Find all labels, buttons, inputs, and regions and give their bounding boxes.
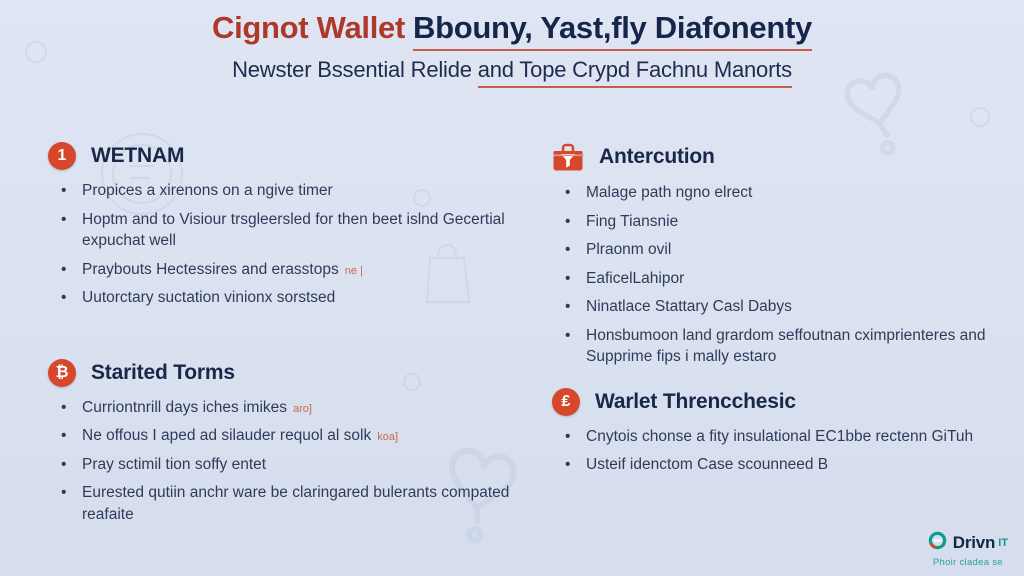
pound-coin-badge-icon: ₤	[552, 388, 580, 416]
bullet-text: Plraonm ovil	[586, 241, 672, 259]
bullet-item	[60, 397, 522, 419]
page-title-main: Bbouny, Yast,fly Diafonenty	[413, 10, 812, 51]
bullet-list	[552, 426, 1014, 476]
bullet-item	[60, 287, 522, 309]
right-column	[552, 142, 1014, 483]
bitcoin-badge-icon: ₿	[48, 359, 76, 387]
brand-logo-row	[928, 531, 1008, 555]
bullet-text: EaficelLahipor	[586, 269, 685, 287]
section-header	[552, 388, 1014, 416]
section-header	[48, 359, 526, 387]
bullet-text: Malage path ngno elrect	[586, 184, 753, 201]
bullet-item	[60, 209, 522, 252]
number-1-badge-icon: 1	[48, 142, 76, 170]
bullet-item	[564, 454, 1014, 476]
bullet-text: Propices a xirenons on a ngive timer	[82, 182, 333, 199]
bullet-item	[564, 325, 1014, 368]
page-subtitle-plain: Newster Bssential Relide	[232, 57, 478, 82]
section-title: Starited Torms	[91, 360, 235, 384]
section-title: Antercution	[599, 145, 715, 168]
bullet-text: Usteif idenctom Case scounneed B	[586, 456, 829, 474]
section-header	[48, 142, 526, 170]
bullet-text: Ne offous I aped ad silauder requol al solk	[82, 427, 372, 445]
brand-name: Drivn	[952, 533, 996, 552]
section-wetnam	[48, 142, 526, 309]
bullet-item	[564, 426, 1014, 448]
bullet-tag: ne |	[344, 264, 363, 277]
bullet-text: Uutorctary suctation vinionx sorstsed	[82, 289, 336, 307]
bullet-list	[48, 397, 526, 526]
page-subtitle	[0, 57, 1024, 83]
bullet-text: Pray sctimil tion soffy entet	[82, 455, 267, 473]
section-starited-torms	[48, 359, 526, 526]
bullet-text: Cnytois chonse a fity insulational EC1bbe rectenn GiTuh	[586, 427, 974, 445]
bullet-item	[60, 425, 522, 447]
section-header	[552, 142, 1014, 172]
section-title: Warlet Threncchesic	[595, 389, 796, 413]
bullet-item	[60, 259, 522, 281]
bullet-list	[48, 180, 526, 309]
section-warlet-threncchesic	[552, 388, 1014, 476]
bullet-list	[552, 182, 1014, 368]
left-column	[48, 142, 526, 532]
brand-suffix: IT	[998, 537, 1008, 549]
bullet-item	[564, 268, 1014, 290]
bullet-text: Hoptm and to Visiour trsgleersled for then beet islnd Gecertial expuchat well	[82, 210, 505, 250]
page-header	[0, 10, 1024, 83]
bullet-item	[564, 211, 1014, 233]
page-title-brand: Cignot Wallet	[212, 10, 405, 45]
bullet-text: Fing Tiansnie	[586, 212, 679, 230]
section-antercution	[552, 142, 1014, 368]
bullet-tag: aro]	[293, 402, 312, 415]
page-subtitle-underlined: and Tope Crypd Fachnu Manorts	[478, 57, 792, 88]
bullet-item	[60, 454, 522, 476]
bullet-text: Praybouts Hectessires and erasstops	[82, 260, 339, 278]
bullet-text: Curriontnrill days iches imikes	[82, 398, 288, 416]
brand-logo-icon	[928, 531, 947, 555]
bullet-item	[60, 482, 522, 525]
bullet-text: Eurested qutiin anchr ware be claringared bulerants compated reafaite	[82, 484, 510, 523]
bullet-item	[564, 296, 1014, 318]
bullet-text: Ninatlace Stattary Casl Dabys	[586, 298, 792, 316]
brand-tagline: Phoir cladea se	[932, 557, 1003, 568]
bullet-item	[564, 182, 1014, 204]
section-title: WETNAM	[91, 144, 185, 167]
bullet-tag: koa]	[377, 431, 399, 444]
bullet-item	[60, 180, 522, 202]
bullet-text: Honsbumoon land grardom seffoutnan cximprienteres and Supprime fips i mally estaro	[586, 326, 986, 366]
page-title	[0, 10, 1024, 46]
ring-doodle	[971, 108, 989, 126]
briefcase-funnel-icon	[552, 142, 584, 172]
brand-logo	[928, 531, 1008, 568]
bullet-item	[564, 239, 1014, 261]
